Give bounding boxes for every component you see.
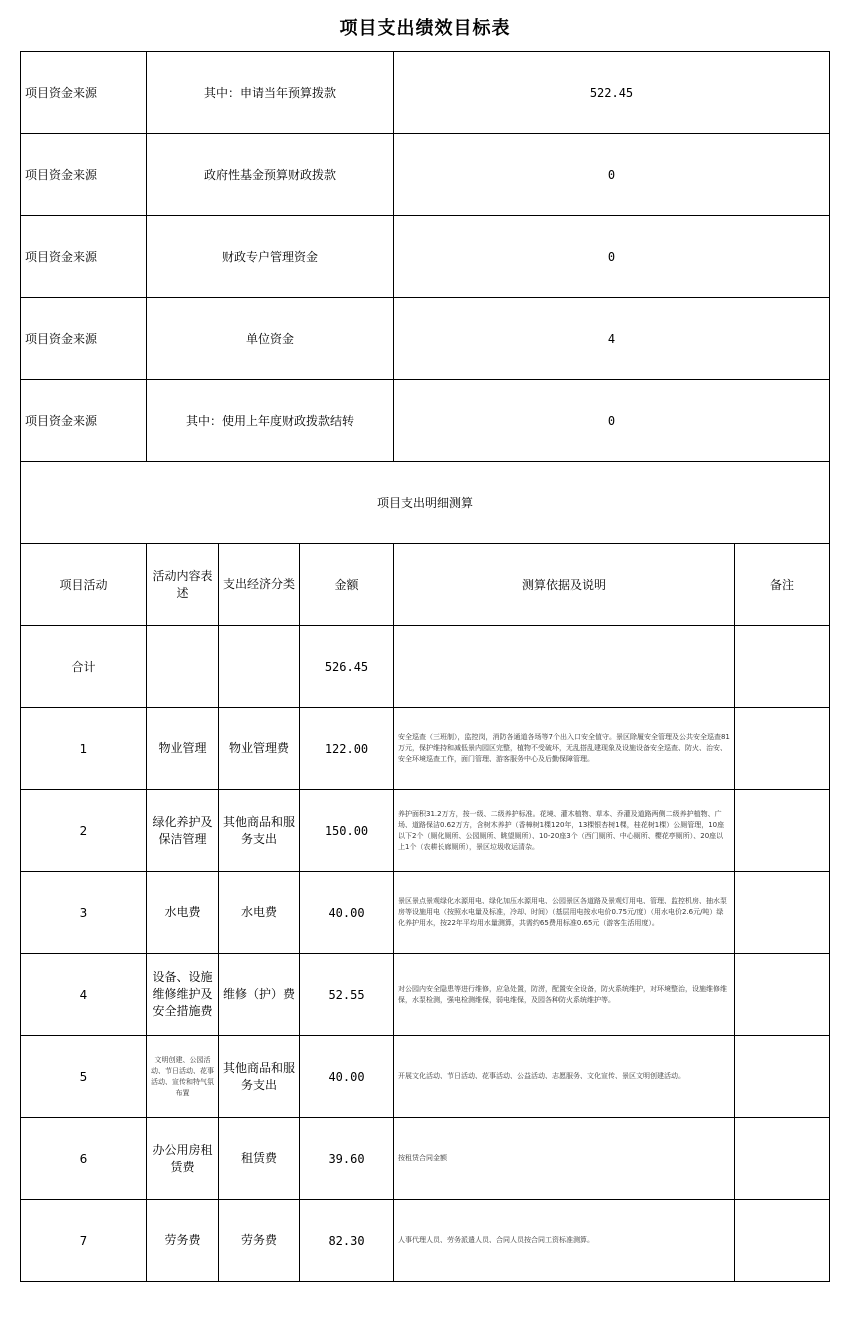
funding-row	[21, 298, 830, 380]
table-row	[21, 790, 830, 872]
row-number: 6	[21, 1118, 147, 1200]
table-row	[21, 872, 830, 954]
funding-row	[21, 380, 830, 462]
funding-value: 522.45	[394, 52, 830, 134]
total-row	[21, 626, 830, 708]
row-description: 景区景点景观绿化水源用电、绿化加压水源用电、公园景区各道路及景观灯用电、管理、监控机房、抽水泵房等设施用电（按照水电量及标准，冷却、时间）（基层用电按水电价0.75元/度）（用水电价2.6元/吨）绿化养护用水，按22年平均用水量测算，共需约65费用标准0.65元（游客生活用度）。	[394, 872, 735, 954]
empty-cell	[219, 626, 300, 708]
row-econ: 维修（护）费	[219, 954, 300, 1036]
row-amount: 122.00	[300, 708, 394, 790]
table-row	[21, 1118, 830, 1200]
header-basis: 测算依据及说明	[394, 544, 735, 626]
row-remark	[735, 872, 830, 954]
row-number: 1	[21, 708, 147, 790]
funding-value: 0	[394, 380, 830, 462]
header-content: 活动内容表述	[147, 544, 219, 626]
funding-name: 单位资金	[147, 298, 394, 380]
funding-row	[21, 134, 830, 216]
header-remark: 备注	[735, 544, 830, 626]
total-label: 合计	[21, 626, 147, 708]
header-row	[21, 544, 830, 626]
funding-row	[21, 216, 830, 298]
row-description: 按租赁合同金额	[394, 1118, 735, 1200]
row-description: 开展文化活动、节日活动、花事活动、公益活动、志愿服务、文化宣传、景区文明创建活动。	[394, 1036, 735, 1118]
funding-label: 项目资金来源	[21, 216, 147, 298]
row-econ: 租赁费	[219, 1118, 300, 1200]
funding-label: 项目资金来源	[21, 380, 147, 462]
row-econ: 其他商品和服务支出	[219, 790, 300, 872]
row-content: 文明创建、公园活动、节日活动、花事活动、宣传和特气氛布置	[147, 1036, 219, 1118]
row-amount: 39.60	[300, 1118, 394, 1200]
row-description: 养护面积31.2万方，按一级、二级养护标准。花境、灌木植物、草本、乔灌及道路两侧二级养护植物、广场、道路保洁0.62万方，含树木养护（香樟树1棵120年，13棵银杏树1棵，桂花树1棵）公厕管理，10座以下2个（厕化厕所、公园厕所、眺望厕所）、10-20座3个（西门厕所、中心厕所、樱花亭厕所）、20座以上1个（农耕长廊厕所），景区垃圾收运清杂。	[394, 790, 735, 872]
table-row	[21, 1036, 830, 1118]
row-number: 4	[21, 954, 147, 1036]
row-amount: 82.30	[300, 1200, 394, 1282]
row-remark	[735, 1036, 830, 1118]
funding-label: 项目资金来源	[21, 298, 147, 380]
row-description: 人事代理人员、劳务派遣人员、合同人员按合同工资标准测算。	[394, 1200, 735, 1282]
page-title: 项目支出绩效目标表	[339, 18, 511, 39]
funding-label: 项目资金来源	[21, 134, 147, 216]
row-econ: 水电费	[219, 872, 300, 954]
empty-cell	[394, 626, 735, 708]
funding-value: 0	[394, 216, 830, 298]
row-amount: 150.00	[300, 790, 394, 872]
row-amount: 40.00	[300, 1036, 394, 1118]
empty-cell	[147, 626, 219, 708]
row-content: 设备、设施维修维护及安全措施费	[147, 954, 219, 1036]
funding-row	[21, 52, 830, 134]
table-row	[21, 708, 830, 790]
empty-cell	[735, 626, 830, 708]
row-content: 物业管理	[147, 708, 219, 790]
section-title: 项目支出明细测算	[21, 462, 830, 544]
funding-value: 4	[394, 298, 830, 380]
section-title-row	[21, 462, 830, 544]
total-amount: 526.45	[300, 626, 394, 708]
row-description: 对公园内安全隐患等进行维修，应急处置，防涝，配置安全设备，防火系统维护，对环境整治，设施维修维保，水泵检测，强电检测维保，弱电维保，及园各种防火系统维护等。	[394, 954, 735, 1036]
row-content: 水电费	[147, 872, 219, 954]
row-econ: 其他商品和服务支出	[219, 1036, 300, 1118]
funding-name: 其中：申请当年预算拨款	[147, 52, 394, 134]
row-content: 办公用房租赁费	[147, 1118, 219, 1200]
row-amount: 52.55	[300, 954, 394, 1036]
table-row	[21, 1200, 830, 1282]
funding-label: 项目资金来源	[21, 52, 147, 134]
funding-name: 其中：使用上年度财政拨款结转	[147, 380, 394, 462]
table-row	[21, 954, 830, 1036]
header-econ: 支出经济分类	[219, 544, 300, 626]
row-remark	[735, 1118, 830, 1200]
header-activity: 项目活动	[21, 544, 147, 626]
row-content: 绿化养护及保洁管理	[147, 790, 219, 872]
row-amount: 40.00	[300, 872, 394, 954]
row-content: 劳务费	[147, 1200, 219, 1282]
performance-target-table	[20, 51, 830, 1282]
row-number: 7	[21, 1200, 147, 1282]
row-number: 2	[21, 790, 147, 872]
funding-name: 财政专户管理资金	[147, 216, 394, 298]
funding-value: 0	[394, 134, 830, 216]
row-remark	[735, 1200, 830, 1282]
row-number: 3	[21, 872, 147, 954]
row-remark	[735, 954, 830, 1036]
row-number: 5	[21, 1036, 147, 1118]
row-remark	[735, 708, 830, 790]
funding-name: 政府性基金预算财政拨款	[147, 134, 394, 216]
header-amount: 金额	[300, 544, 394, 626]
row-remark	[735, 790, 830, 872]
row-description: 安全巡查（三班制），监控岗，消防各通道各场等7个出入口安全值守。景区除履安全管理及公共安全巡查81万元，保护维持和减低景内园区完整，植物不受破坏，无乱搭乱建现象及设施设备安全巡查、防火、治安、安全环境巡查工作，面门管理、游客服务中心及后勤保障管理。	[394, 708, 735, 790]
row-econ: 物业管理费	[219, 708, 300, 790]
row-econ: 劳务费	[219, 1200, 300, 1282]
